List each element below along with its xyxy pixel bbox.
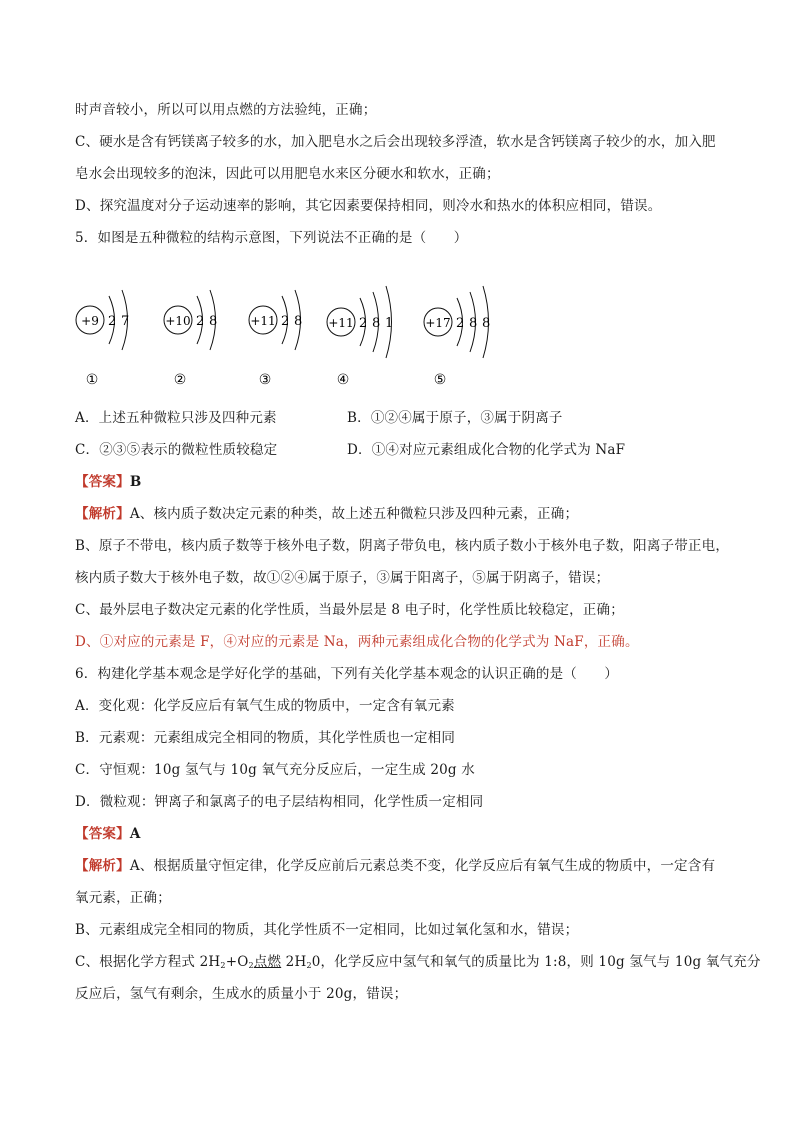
text-line: C、硬水是含有钙镁离子较多的水，加入肥皂水之后会出现较多浮渣，软水是含钙镁离子较少的水，加入肥 [75, 134, 716, 150]
atom-diagram [76, 290, 129, 388]
q5-analysis-d: D、①对应的元素是 F，④对应的元素是 Na，两种元素组成化合物的化学式为 NaF，正确。 [75, 634, 639, 650]
q6-analysis-c2: 反应后，氢气有剩余，生成水的质量小于 20g，错误； [75, 986, 408, 1002]
atom-diagram [424, 286, 490, 388]
text-segment: C、根据化学方程式 [75, 954, 200, 970]
atom-label: ④ [336, 372, 350, 388]
electron-count: 2 [108, 314, 117, 329]
q5-option-a: A．上述五种微粒只涉及四种元素 [75, 410, 277, 426]
nucleus-charge: +11 [328, 316, 354, 330]
q6-option-b: B．元素观：元素组成完全相同的物质，其化学性质也一定相同 [75, 730, 456, 746]
analysis-label: 【解析】 [75, 858, 130, 874]
q5-answer [75, 472, 141, 492]
nucleus-charge: +11 [250, 314, 276, 328]
q6-analysis-a1 [75, 856, 715, 876]
answer-label: 【答案】 [75, 826, 130, 842]
nucleus-charge: +10 [165, 314, 191, 328]
electron-count: 7 [121, 314, 130, 329]
atom-label: ② [173, 372, 187, 388]
atom-structure-diagrams [60, 270, 760, 395]
atom-diagram [164, 290, 217, 388]
q6-answer [75, 824, 141, 844]
electron-count: 2 [359, 316, 368, 331]
q6-option-d: D．微粒观：钾离子和氯离子的电子层结构相同，化学性质一定相同 [75, 794, 484, 810]
electron-count: 1 [385, 316, 394, 331]
q5-option-b: B．①②④属于原子，③属于阴离子 [347, 410, 563, 426]
atom-diagram [249, 290, 302, 388]
question-5: 5．如图是五种微粒的结构示意图，下列说法不正确的是（ ） [75, 230, 468, 246]
analysis-text: A、核内质子数决定元素的种类，故上述五种微粒只涉及四种元素，正确； [129, 506, 579, 522]
atom-diagram [327, 286, 393, 388]
atom-label: ① [85, 372, 99, 388]
text-line: 皂水会出现较多的泡沫，因此可以用肥皂水来区分硬水和软水，正确； [75, 166, 500, 182]
nucleus-charge: +9 [81, 314, 99, 328]
nucleus-charge: +17 [425, 316, 451, 330]
electron-count: 2 [281, 314, 290, 329]
formula-subscript: 2 [248, 961, 254, 970]
electron-count: 8 [372, 316, 381, 331]
q6-analysis-c [75, 952, 761, 976]
q6-option-c: C．守恒观：10g 氢气与 10g 氧气充分反应后，一定生成 20g 水 [75, 762, 475, 778]
q5-analysis-c: C、最外层电子数决定元素的化学性质，当最外层是 8 电子时，化学性质比较稳定，正确； [75, 602, 624, 618]
formula-part: +O [225, 954, 249, 970]
q5-option-c: C．②③⑤表示的微粒性质较稳定 [75, 442, 278, 458]
q6-analysis-b: B、元素组成完全相同的物质，其化学性质不一定相同，比如过氧化氢和水，错误； [75, 922, 579, 938]
q6-option-a: A．变化观：化学反应后有氧气生成的物质中，一定含有氧元素 [75, 698, 455, 714]
electron-count: 2 [456, 316, 465, 331]
formula-part: 2H [285, 954, 307, 970]
electron-count: 2 [196, 314, 205, 329]
answer-value: B [129, 474, 142, 490]
analysis-label: 【解析】 [75, 506, 130, 522]
q5-option-d: D．①④对应元素组成化合物的化学式为 NaF [347, 442, 626, 458]
electron-count: 8 [209, 314, 218, 329]
text-segment: 0，化学反应中氢气和氧气的质量比为 1:8，则 10g 氢气与 10g 氧气充分 [311, 954, 761, 970]
q6-analysis-a2: 氧元素，正确； [75, 890, 171, 906]
atom-label: ⑤ [433, 372, 447, 388]
formula-subscript: 2 [306, 961, 312, 970]
electron-count: 8 [294, 314, 303, 329]
answer-value: A [129, 826, 141, 842]
text-line: 时声音较小，所以可以用点燃的方法验纯，正确； [75, 102, 377, 118]
q5-analysis-b1: B、原子不带电，核内质子数等于核外电子数，阴离子带负电，核内质子数小于核外电子数，阳离子带正电， [75, 538, 730, 554]
question-6: 6．构建化学基本观念是学好化学的基础，下列有关化学基本观念的认识正确的是（ ） [75, 666, 619, 682]
reaction-condition: 点燃 [253, 954, 282, 970]
formula-part: 2H [199, 954, 221, 970]
electron-count: 8 [469, 316, 478, 331]
formula-subscript: 2 [220, 961, 226, 970]
q5-analysis-a [75, 504, 578, 524]
atom-label: ③ [258, 372, 272, 388]
analysis-text: A、根据质量守恒定律，化学反应前后元素总类不变，化学反应后有氧气生成的物质中，一定含有 [129, 858, 716, 874]
text-line: D、探究温度对分子运动速率的影响，其它因素要保持相同，则冷水和热水的体积应相同，错误。 [75, 198, 662, 214]
q5-analysis-b2: 核内质子数大于核外电子数，故①②④属于原子，③属于阳离子，⑤属于阴离子，错误； [75, 570, 610, 586]
answer-label: 【答案】 [75, 474, 130, 490]
electron-count: 8 [482, 316, 491, 331]
